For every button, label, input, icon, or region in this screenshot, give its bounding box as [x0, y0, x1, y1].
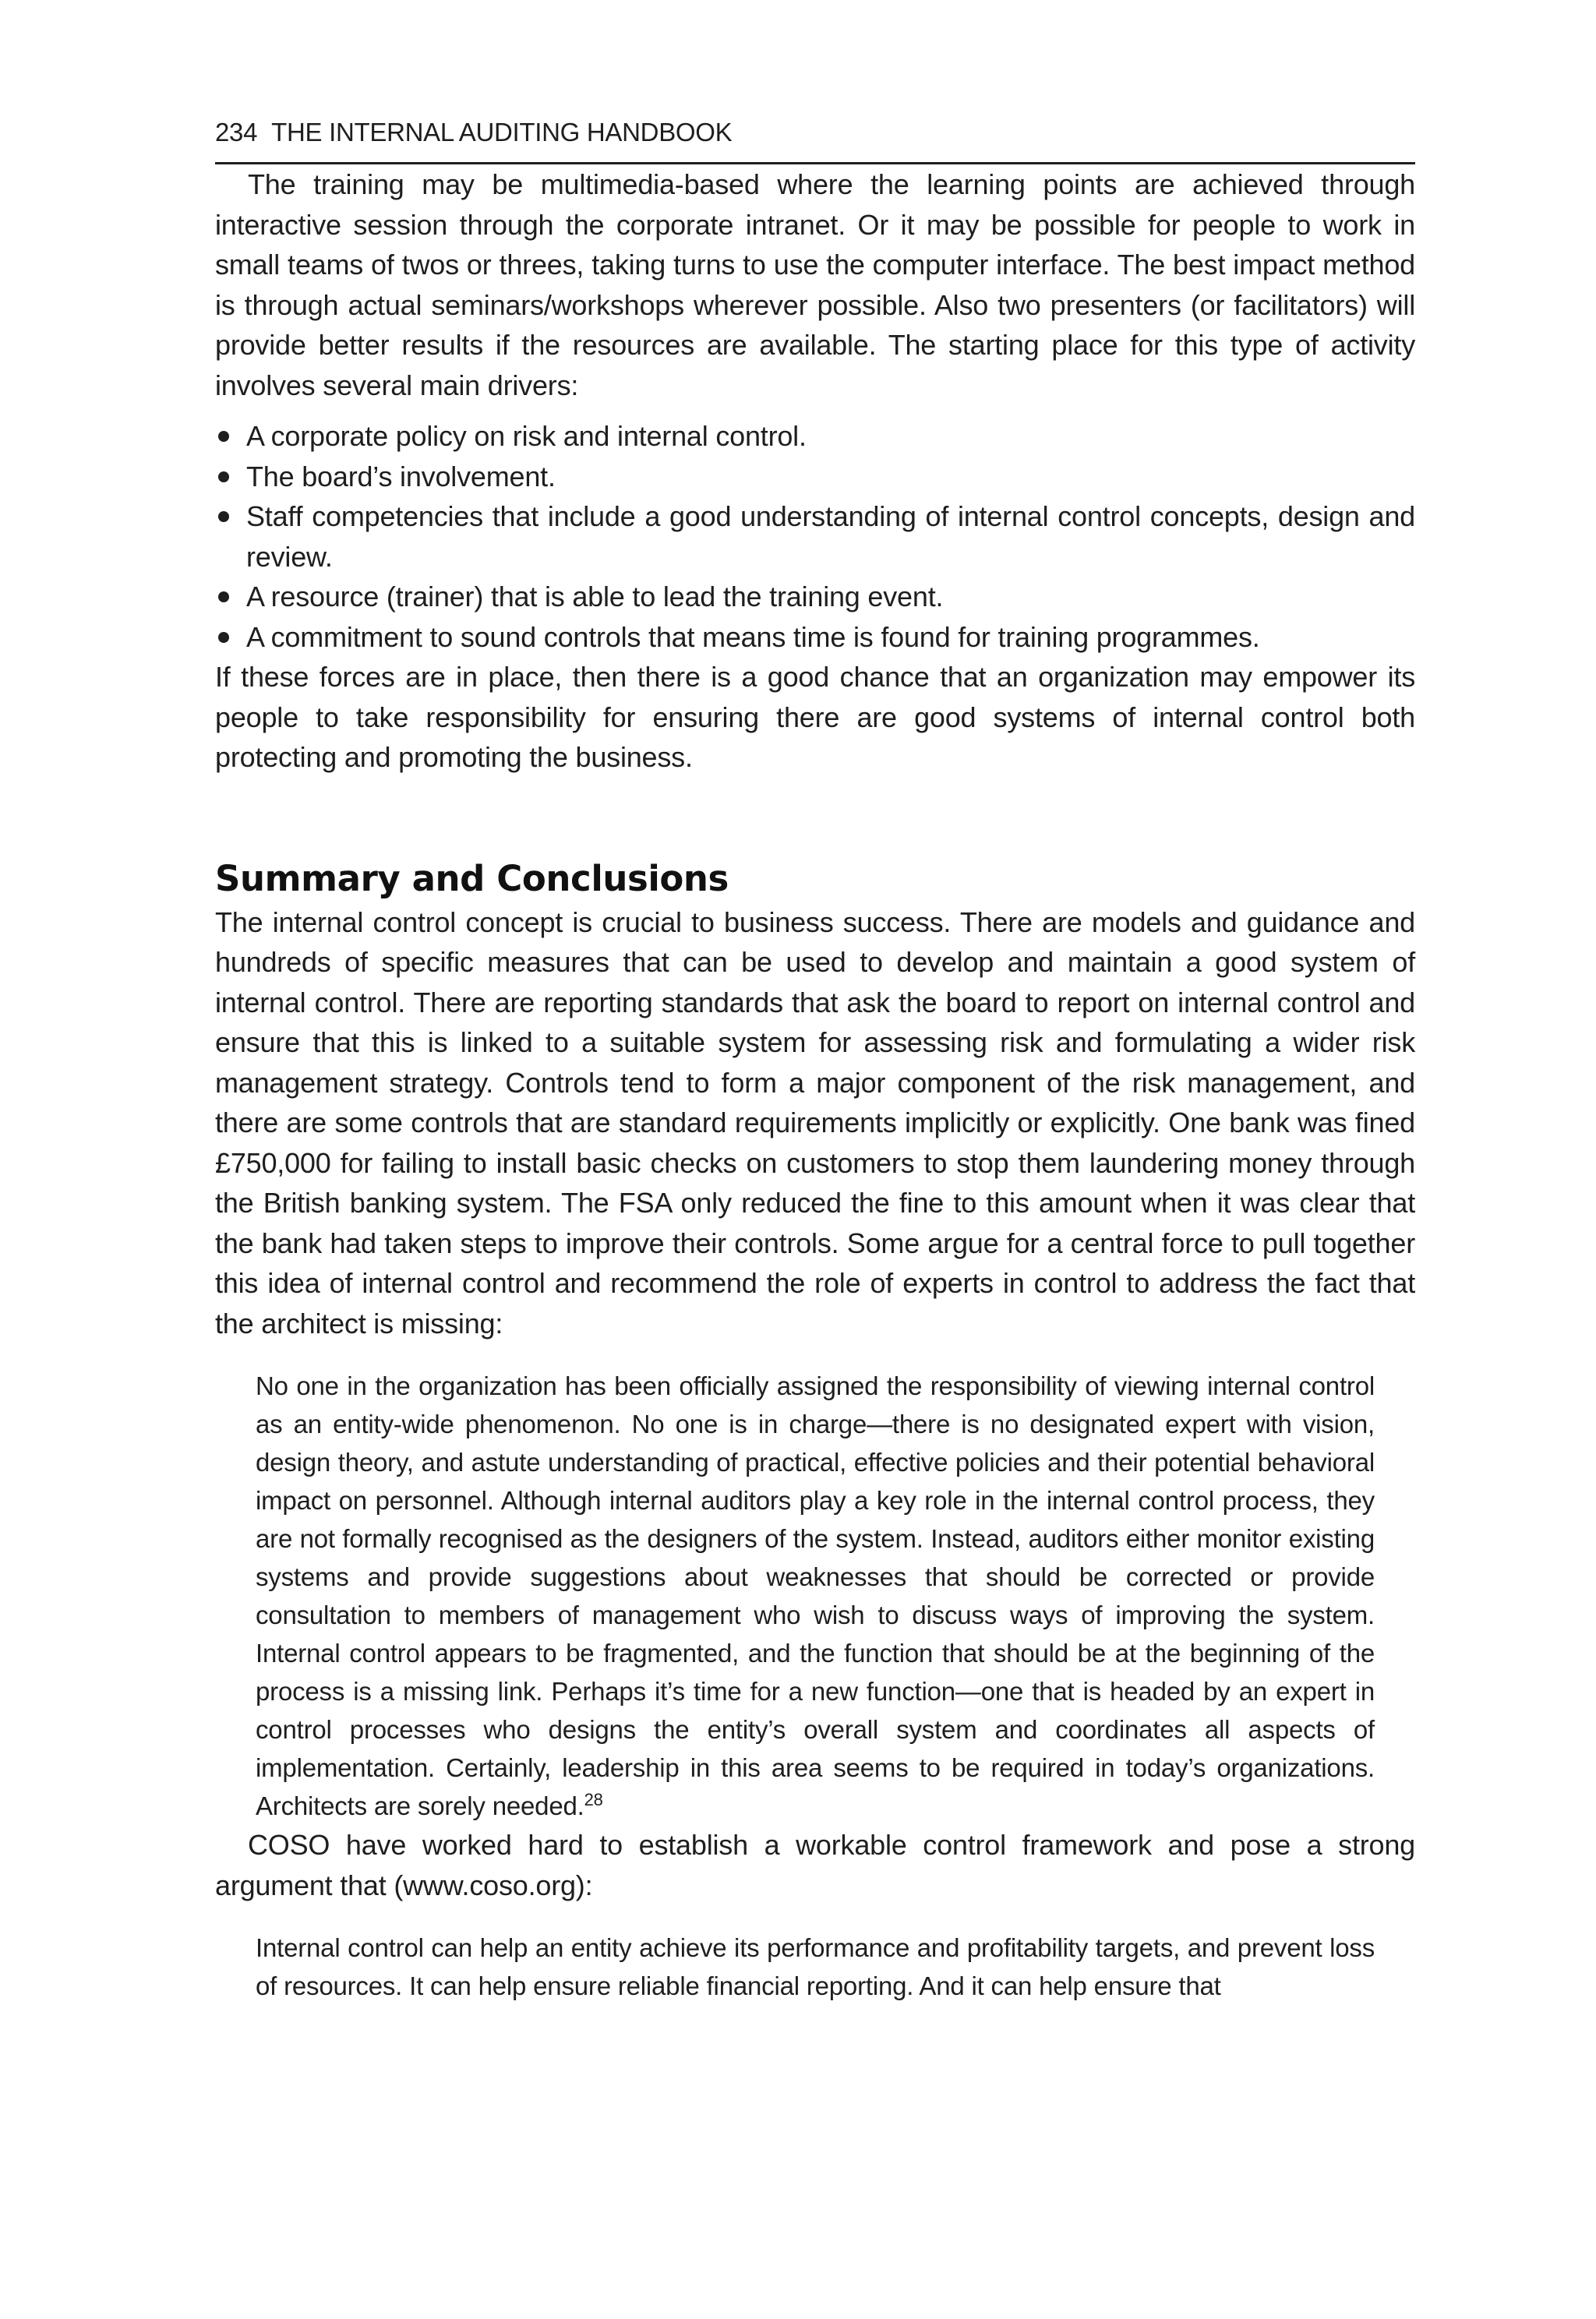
bullet-icon [218, 471, 229, 482]
list-item-text: A corporate policy on risk and internal control. [246, 420, 807, 452]
running-header [215, 117, 1415, 164]
footnote-ref: 28 [584, 1790, 603, 1809]
book-title: THE INTERNAL AUDITING HANDBOOK [271, 118, 733, 146]
list-item-text: A commitment to sound controls that means time is found for training programmes. [246, 620, 1260, 653]
drivers-list [215, 416, 1415, 657]
quote-text: No one in the organization has been officially assigned the responsibility of viewing internal control as an entity-wide phenomenon. No one is in charge—there is no designated expert with vision, design theory, and astute understanding of practical, effective policies and their potential behavioral impact on personnel. Although internal auditors play a key role in the internal control process, they are not formally recognised as the designers of the system. Instead, auditors either monitor existing systems and provide suggestions about weaknesses that should be corrected or provide consultation to members of management who wish to discuss ways of improving the system. Internal control appears to be fragmented, and the function that should be at the beginning of the process is a missing link. Perhaps it’s time for a new function—one that is headed by an expert in control processes who designs the entity’s overall system and coordinates all aspects of implementation. Certainly, leadership in this area seems to be required in today’s organizations. Architects are sorely needed. [256, 1371, 1375, 1820]
list-item [215, 617, 1415, 658]
paragraph-training: The training may be multimedia-based where the learning points are achieved through interactive session through the corporate intranet. Or it may be possible for people to work in small teams of twos or threes, taking turns to use the computer interface. The best impact method is through actual seminars/workshops wherever possible. Also two presenters (or facilitators) will provide better results if the resources are available. The starting place for this type of activity involves several main drivers: [215, 168, 1415, 401]
list-item-text: Staff competencies that include a good understanding of internal control concepts, design and review. [246, 500, 1415, 573]
book-page [215, 117, 1415, 2005]
bullet-icon [218, 632, 229, 643]
paragraph-coso: COSO have worked hard to establish a workable control framework and pose a strong argument that (www.coso.org): [215, 1829, 1415, 1901]
bullet-icon [218, 591, 229, 602]
bullet-icon [218, 431, 229, 442]
list-item [215, 496, 1415, 577]
list-item-text: A resource (trainer) that is able to lead the training event. [246, 581, 944, 612]
page-number: 234 [215, 118, 258, 146]
block-quote-coso: Internal control can help an entity achieve its performance and profitability targets, and prevent loss of resources. It can help ensure reliable financial reporting. And it can help ensure that [256, 1933, 1375, 2000]
section-heading: Summary and Conclusions [215, 857, 729, 899]
list-item-text: The board’s involvement. [246, 460, 556, 492]
list-item [215, 577, 1415, 617]
list-item [215, 416, 1415, 457]
bullet-icon [218, 511, 229, 522]
paragraph-concept: The internal control concept is crucial to business success. There are models and guidance and hundreds of specific measures that can be used to develop and maintain a good system of internal control. There are reporting standards that ask the board to report on internal control and ensure that this is linked to a suitable system for assessing risk and formulating a wider risk management strategy. Controls tend to form a major component of the risk management, and there are some controls that are standard requirements implicitly or explicitly. One bank was fined £750,000 for failing to install basic checks on customers to stop them laundering money through the British banking system. The FSA only reduced the fine to this amount when it was clear that the bank had taken steps to improve their controls. Some argue for a central force to pull together this idea of internal control and recommend the role of experts in control to address the fact that the architect is missing: [215, 905, 1415, 1340]
paragraph-forces: If these forces are in place, then there is a good chance that an organization may empower its people to take responsibility for ensuring there are good systems of internal control both protecting and promoting the business. [215, 661, 1415, 773]
block-quote-architect [256, 1367, 1375, 1825]
list-item [215, 457, 1415, 497]
